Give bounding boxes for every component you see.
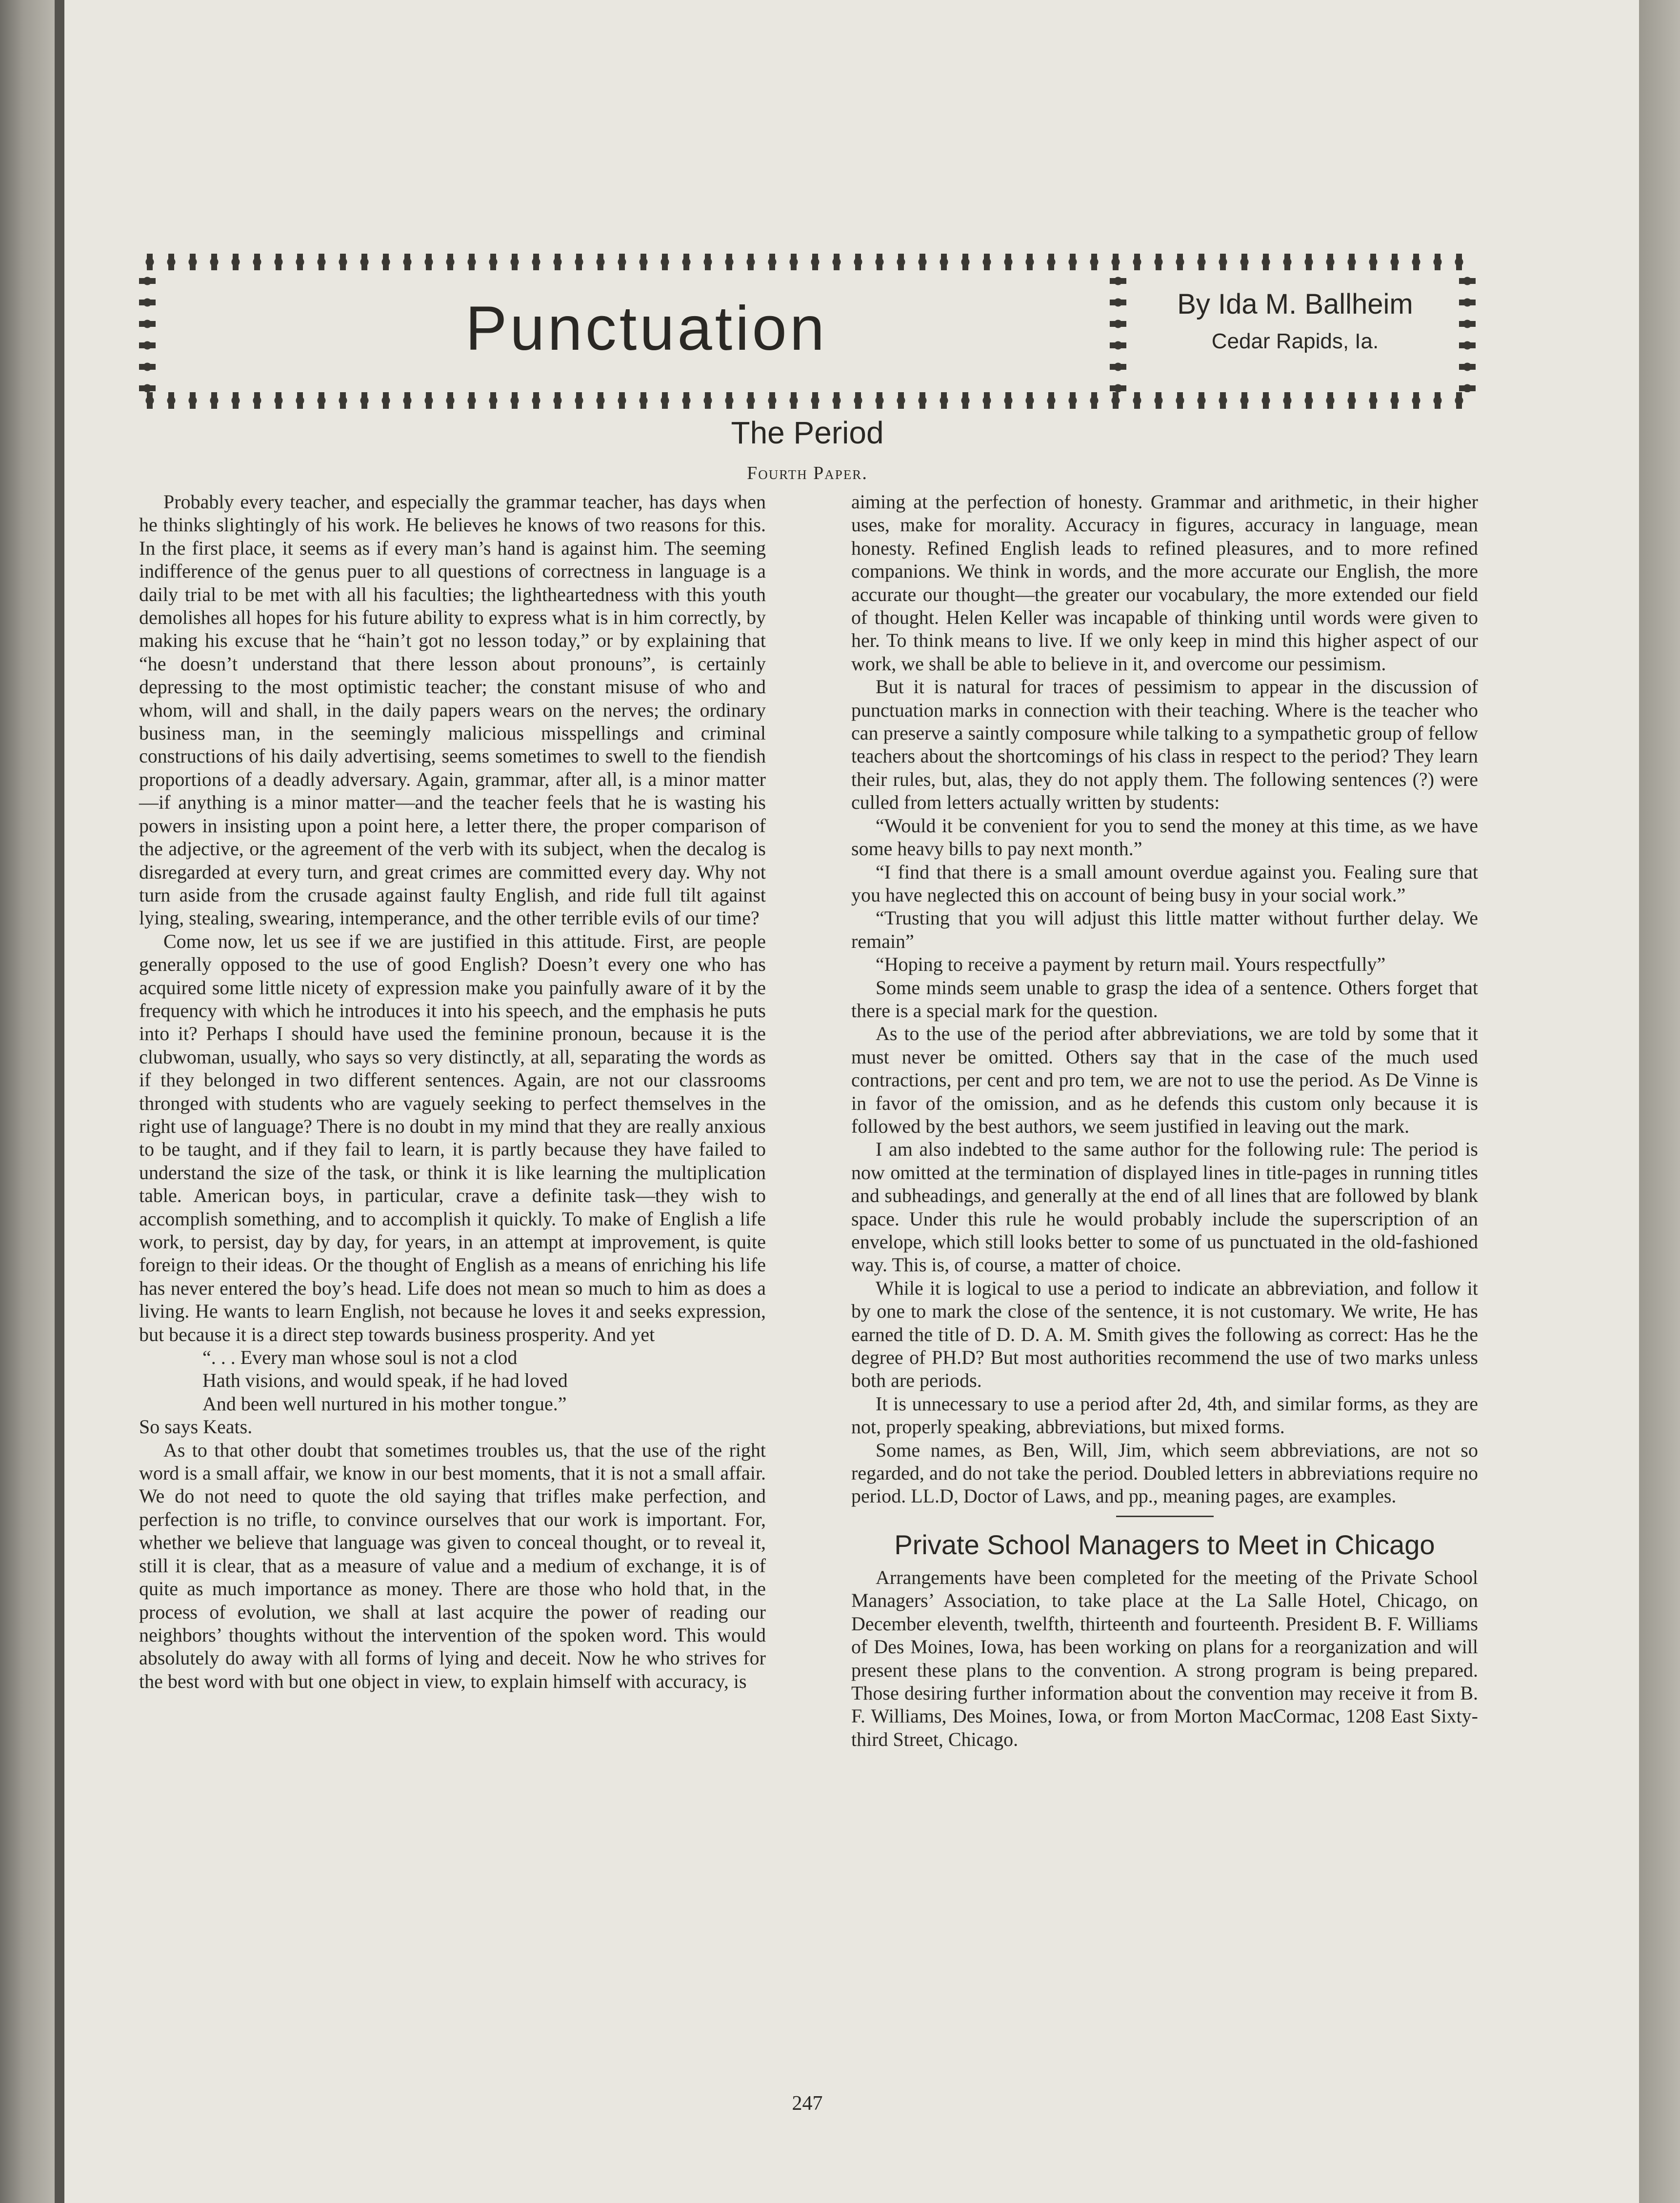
- letter-quote: “Would it be convenient for you to send the money at this time, as we have some heavy bills to pay next month.”: [851, 814, 1478, 860]
- keats-quote: [202, 1346, 766, 1415]
- ornament-border-top: [139, 254, 1476, 270]
- page-number: 247: [792, 2092, 823, 2115]
- title-border-box: [139, 254, 1476, 409]
- paragraph: But it is natural for traces of pessimism to appear in the discussion of punctuation marks in connection with their teaching. Where is the teacher who can preserve a saintly composure while talking to a sympathetic group of fellow teachers about the shortcomings of his class in respect to the period? They learn their rules, but, alas, they do not apply them. The following sentences (?) were culled from letters actually written by students:: [851, 676, 1478, 814]
- ornament-border-divider: [1110, 270, 1126, 392]
- paragraph: aiming at the perfection of honesty. Grammar and arithmetic, in their higher uses, make for morality. Accuracy in figures, accuracy in language, mean honesty. Refined English leads to refined pleasures, and to more refined companions. We think in words, and the more accurate our English, the more accurate our thought—the greater our vocabulary, the more extended our field of thought. Helen Keller was incapable of thinking until words were given to her. To think means to live. If we only keep in mind this higher aspect of our work, we shall be able to believe in it, and overcome our pessimism.: [851, 491, 1478, 675]
- author-location: Cedar Rapids, Ia.: [1211, 329, 1379, 353]
- notice-heading: Private School Managers to Meet in Chicago: [894, 1529, 1435, 1560]
- ornament-border-right: [1459, 270, 1476, 392]
- letter-quote: “Hoping to receive a payment by return mail. Yours respectfully”: [876, 953, 1386, 976]
- ornament-border-left: [139, 270, 156, 392]
- book-edge-right: [1639, 0, 1680, 2203]
- paragraph: While it is logical to use a period to indicate an abbreviation, and follow it by one to mark the close of the sentence, it is not customary. We write, He has earned the title of D. D. A. M. Smith gives the following as correct: Has he the degree of PH.D? But most authorities recommend the use of two marks unless both are periods.: [851, 1277, 1478, 1392]
- quote-attribution: So says Keats.: [139, 1416, 253, 1438]
- paragraph: As to the use of the period after abbreviations, we are told by some that it must never be omitted. Others say that in the case of the much used contractions, per cent and pro tem, we are not to use the period. As De Vinne is in favor of the omission, and as he defends this custom only because it is followed by the best authors, we seem justified in leaving out the mark.: [851, 1022, 1478, 1137]
- article-title: Punctuation: [465, 294, 828, 363]
- paragraph: Probably every teacher, and especially the grammar teacher, has days when he thinks slightingly of his work. He believes he knows of two reasons for this. In the first place, it seems as if every man’s hand is against him. The seeming indifference of the genus puer to all questions of correctness in language is a daily trial to be met with all his faculties; the lightheartedness with this youth demolishes all hopes for his future ability to express what is in him correctly, by making his excuse that he “hain’t got no lesson today,” or by explaining that “he doesn’t understand that there lesson about pronouns”, is certainly depressing to the most optimistic teacher; the constant misuse of who and whom, will and shall, in the daily papers wears on the nerves; the ordinary business man, in the seemingly malicious misspellings and criminal constructions of his daily advertising, seems sometimes to swell to the fiendish proportions of a deadly adversary. Again, grammar, after all, is a minor matter—if anything is a minor matter—and the teacher feels that he is wasting his powers in insisting upon a point here, a letter there, the proper comparison of the adjective, or the agreement of the verb with its subject, when the decalog is disregarded at every turn, and great crimes are committed every day. Why not turn aside from the crusade against faulty English, and ride full tilt against lying, stealing, swearing, intemperance, and the other terrible evils of our time?: [139, 491, 766, 929]
- byline: [1134, 288, 1456, 354]
- quote-line: “. . . Every man whose soul is not a clod: [202, 1346, 518, 1369]
- right-column: [851, 490, 1478, 1751]
- section-divider: [1116, 1516, 1214, 1517]
- left-column: [139, 490, 766, 1693]
- notice-body: Arrangements have been completed for the meeting of the Private School Managers’ Association, to take place at the La Salle Hotel, Chicago, on December eleventh, twelfth, thirteenth and fourteenth. President B. F. Williams of Des Moines, Iowa, has been working on plans for a reorganization and will present these plans to the convention. A strong program is being prepared. Those desiring further information about the convention may receive it from B. F. Williams, Des Moines, Iowa, or from Morton MacCormac, 1208 East Sixty-third Street, Chicago.: [851, 1566, 1478, 1750]
- paragraph: Some names, as Ben, Will, Jim, which seem abbreviations, are not so regarded, and do not take the period. Doubled letters in abbreviations require no period. LL.D, Doctor of Laws, and pp., meaning pages, are examples.: [851, 1439, 1478, 1507]
- book-gutter: [55, 0, 64, 2203]
- letter-quote: “Trusting that you will adjust this little matter without further delay. We remain”: [851, 907, 1478, 952]
- paragraph: Come now, let us see if we are justified in this attitude. First, are people generally opposed to the use of good English? Doesn’t every one who has acquired some little nicety of expression make you painfully aware of it by the frequency with which he introduces it into his speech, and the emphasis he puts into it? Perhaps I should have used the feminine pronoun, because it is the clubwoman, usually, who says so very distinctly, at all, separating the words as if they belonged in two different sentences. Again, are not our classrooms thronged with students who are vaguely seeking to perfect themselves in the right use of language? There is no doubt in my mind that they are really anxious to be taught, and if they fail to learn, it is partly because they have failed to understand the size of the task, or think it is like learning the multiplication table. American boys, in particular, crave a definite task—they wish to accomplish something, and to accomplish it quickly. To make of English a life work, to persist, day by day, for years, in an attempt at improvement, is quite foreign to their ideas. Or the thought of English as a means of enriching his life has never entered the boy’s head. Life does not mean so much to him as does a living. He wants to learn English, not because he loves it and seeks expression, but because it is a direct step towards business prosperity. And yet: [139, 930, 766, 1345]
- section-title: The Period: [731, 415, 884, 450]
- paper-number: Fourth Paper.: [747, 463, 868, 483]
- quote-line: Hath visions, and would speak, if he had loved: [202, 1369, 568, 1392]
- book-spine-left: [0, 0, 59, 2203]
- paragraph: I am also indebted to the same author for the following rule: The period is now omitted at the termination of displayed lines in title-pages in running titles and subheadings, and generally at the end of all lines that are followed by blank space. Under this rule he would probably include the superscription of an envelope, which still looks better to some of us punctuated in the old-fashioned way. This is, of course, a matter of choice.: [851, 1138, 1478, 1276]
- letter-quote: “I find that there is a small amount overdue against you. Fealing sure that you have neglected this on account of being busy in your social work.”: [851, 861, 1478, 906]
- quote-line: And been well nurtured in his mother tongue.”: [202, 1392, 567, 1415]
- paragraph: Some minds seem unable to grasp the idea of a sentence. Others forget that there is a special mark for the question.: [851, 976, 1478, 1021]
- ornament-border-bottom: [139, 392, 1476, 409]
- paragraph: As to that other doubt that sometimes troubles us, that the use of the right word is a small affair, we know in our best moments, that it is not a small affair. We do not need to quote the old saying that trifles make perfection, and perfection is no trifle, to convince ourselves that our work is important. For, whether we believe that language was given to conceal thought, or to reveal it, still it is clear, that as a measure of value and a medium of exchange, it is of quite as much importance as money. There are those who hold that, in the process of evolution, we shall at last acquire the power of reading our neighbors’ thoughts without the intervention of the spoken word. This would absolutely do away with all forms of lying and deceit. Now he who strives for the best word with but one object in view, to explain himself with accuracy, is: [139, 1439, 766, 1692]
- paragraph: It is unnecessary to use a period after 2d, 4th, and similar forms, as they are not, properly speaking, abbreviations, but mixed forms.: [851, 1392, 1478, 1438]
- author-name: By Ida M. Ballheim: [1177, 288, 1413, 320]
